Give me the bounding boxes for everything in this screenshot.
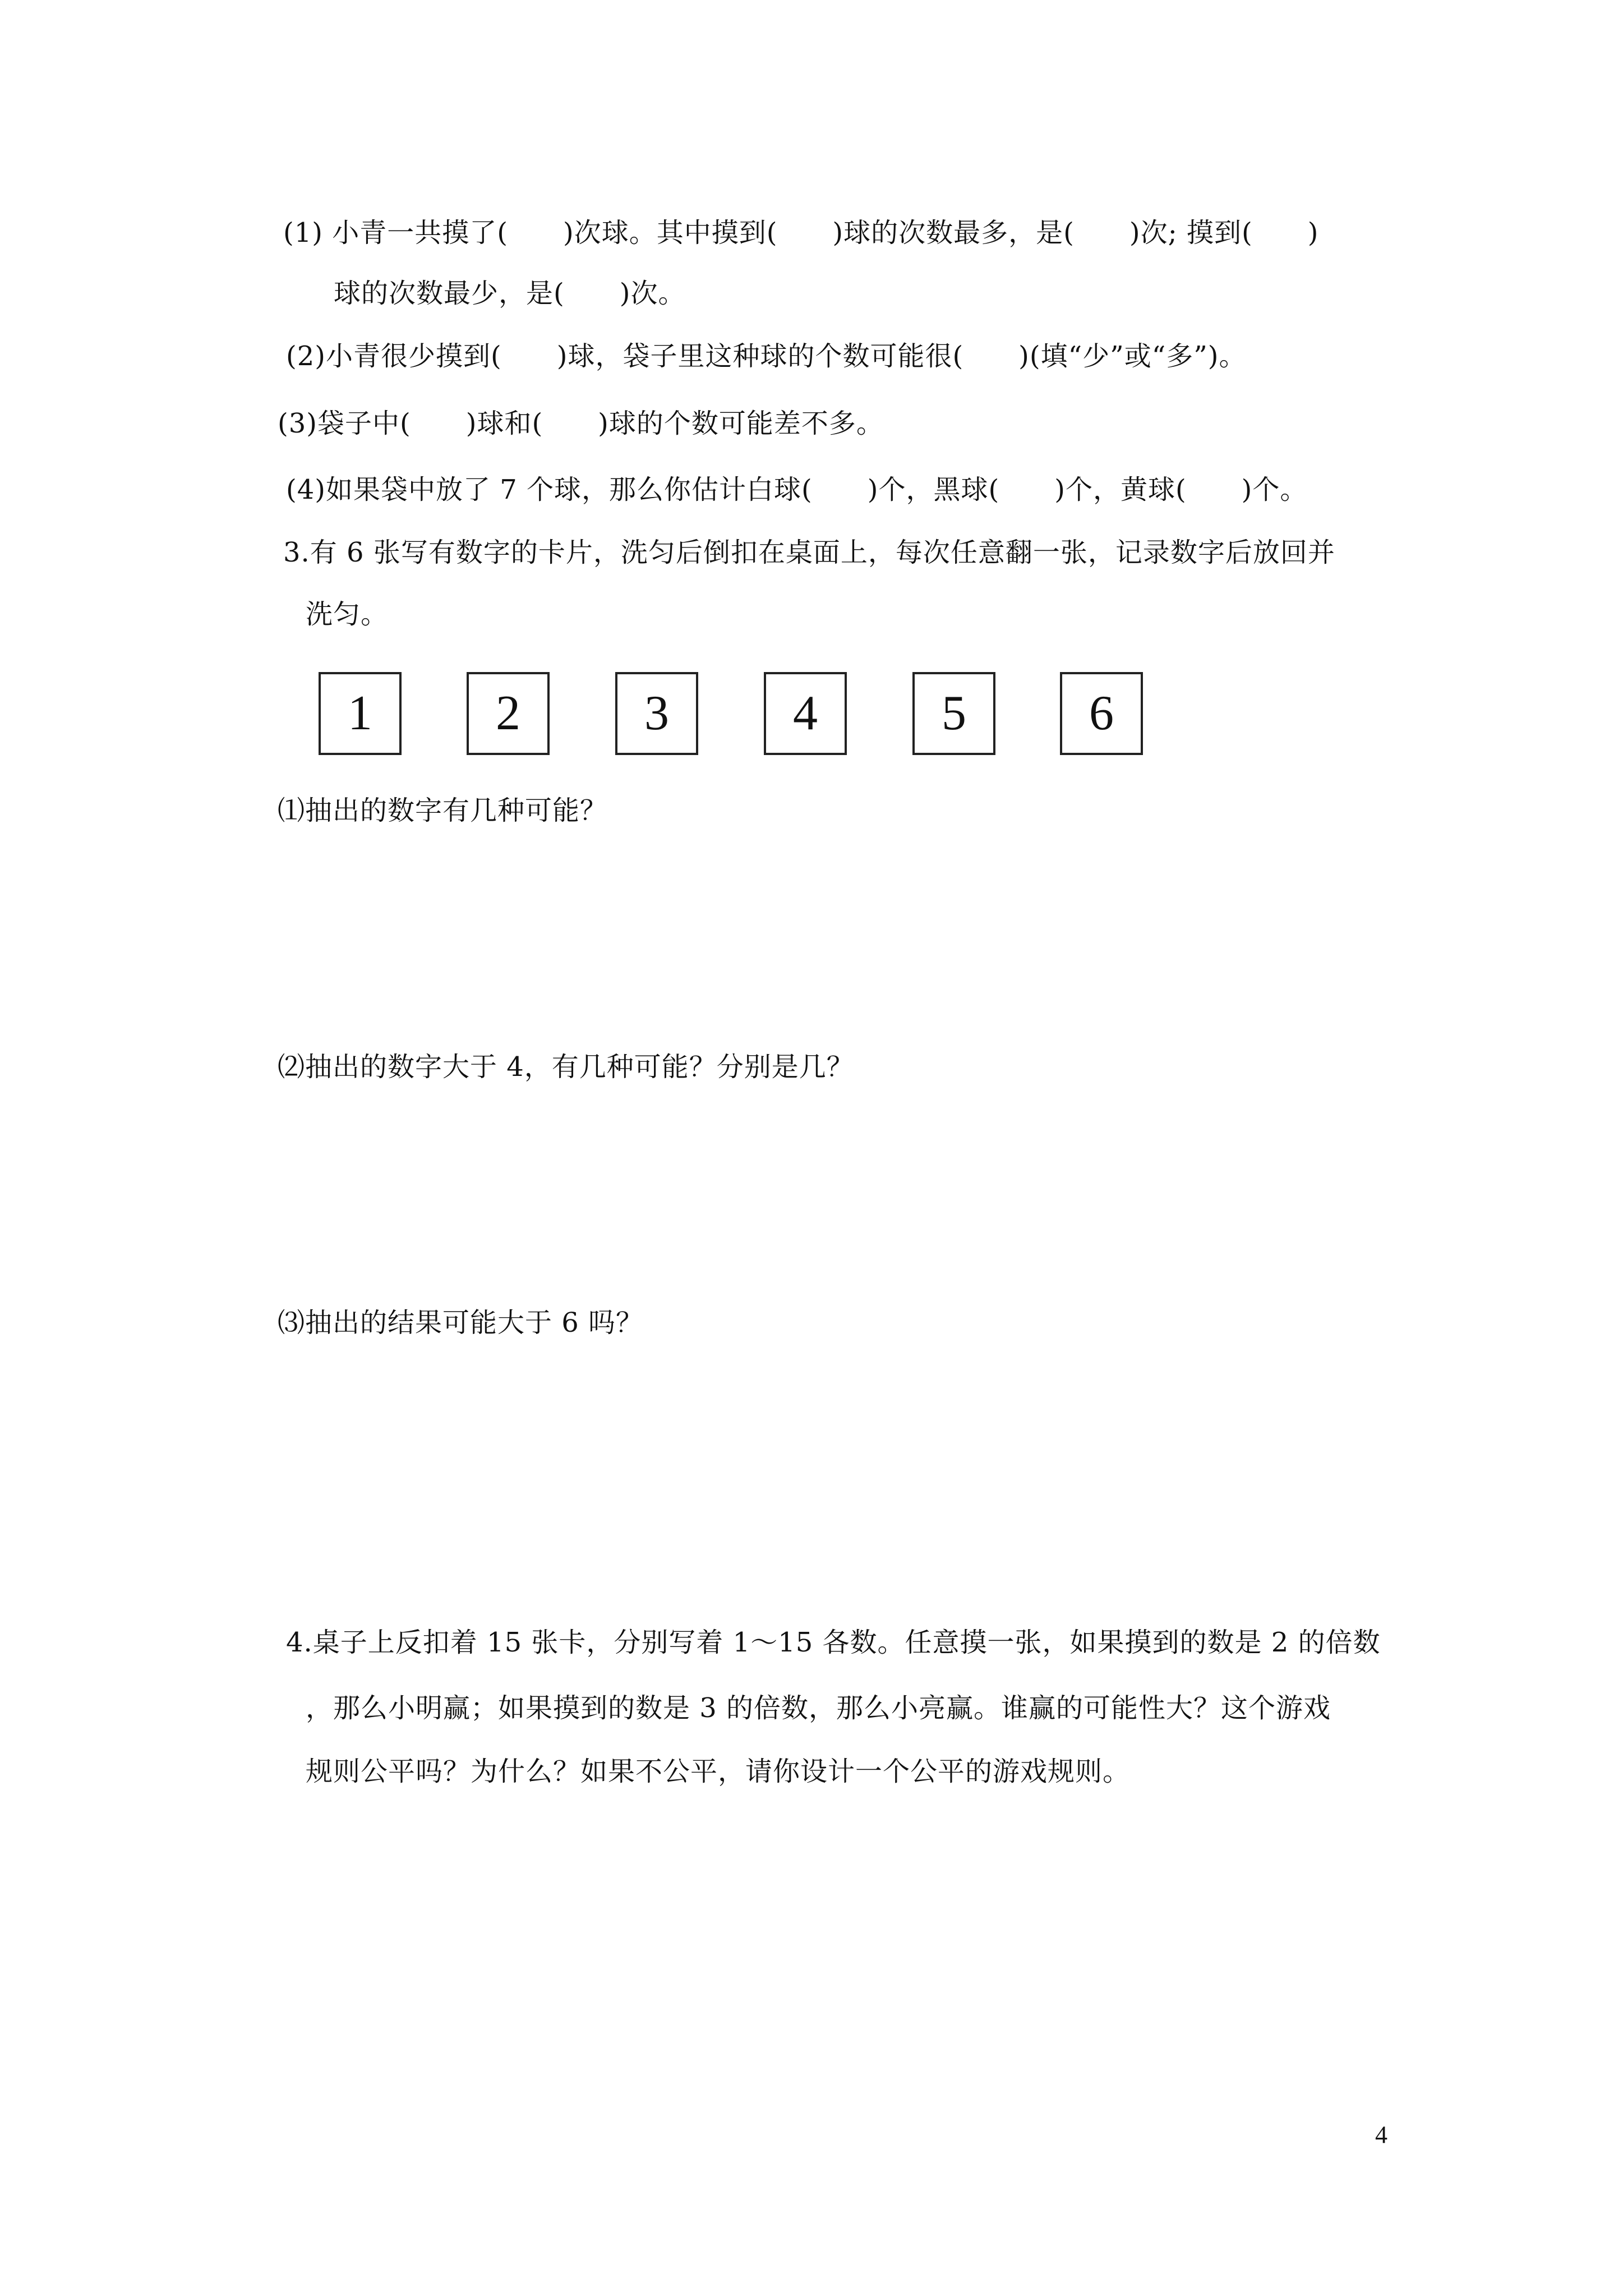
number-card-4: 4 bbox=[764, 672, 847, 755]
q3-sub1: ⑴抽出的数字有几种可能？ bbox=[278, 795, 608, 826]
q4-line1: 4.桌子上反扣着 15 张卡，分别写着 1～15 各数。任意摸一张，如果摸到的数是 2 的倍数 bbox=[286, 1627, 1381, 1658]
q3-sub2: ⑵抽出的数字大于 4，有几种可能？分别是几？ bbox=[278, 1051, 854, 1083]
q3-stem-line1: 3.有 6 张写有数字的卡片，洗匀后倒扣在桌面上，每次任意翻一张，记录数字后放回并 bbox=[283, 537, 1335, 568]
page-number: 4 bbox=[1375, 2121, 1387, 2148]
number-card-1: 1 bbox=[319, 672, 402, 755]
q4-line2: ，那么小明赢；如果摸到的数是 3 的倍数，那么小亮赢。谁赢的可能性大？这个游戏 bbox=[306, 1692, 1331, 1724]
q3-sub3: ⑶抽出的结果可能大于 6 吗？ bbox=[278, 1307, 644, 1338]
q3-stem-line2: 洗匀。 bbox=[306, 599, 389, 630]
q2-sub4: (4)如果袋中放了 7 个球，那么你估计白球( )个，黑球( )个，黄球( )个。 bbox=[286, 474, 1308, 505]
number-card-3: 3 bbox=[615, 672, 698, 755]
q2-sub1-line2: 球的次数最少，是( )次。 bbox=[334, 278, 686, 309]
q2-sub3: (3)袋子中( )球和( )球的个数可能差不多。 bbox=[278, 408, 884, 439]
number-card-6: 6 bbox=[1060, 672, 1143, 755]
q2-sub1-line1: (1) 小青一共摸了( )次球。其中摸到( )球的次数最多，是( )次; 摸到( ) bbox=[283, 217, 1319, 249]
q4-line3: 规则公平吗？为什么？如果不公平，请你设计一个公平的游戏规则。 bbox=[306, 1756, 1131, 1787]
q2-sub2: (2)小青很少摸到( )球，袋子里这种球的个数可能很( )(填“少”或“多”)。 bbox=[286, 341, 1247, 372]
number-card-5: 5 bbox=[912, 672, 995, 755]
number-card-2: 2 bbox=[467, 672, 550, 755]
